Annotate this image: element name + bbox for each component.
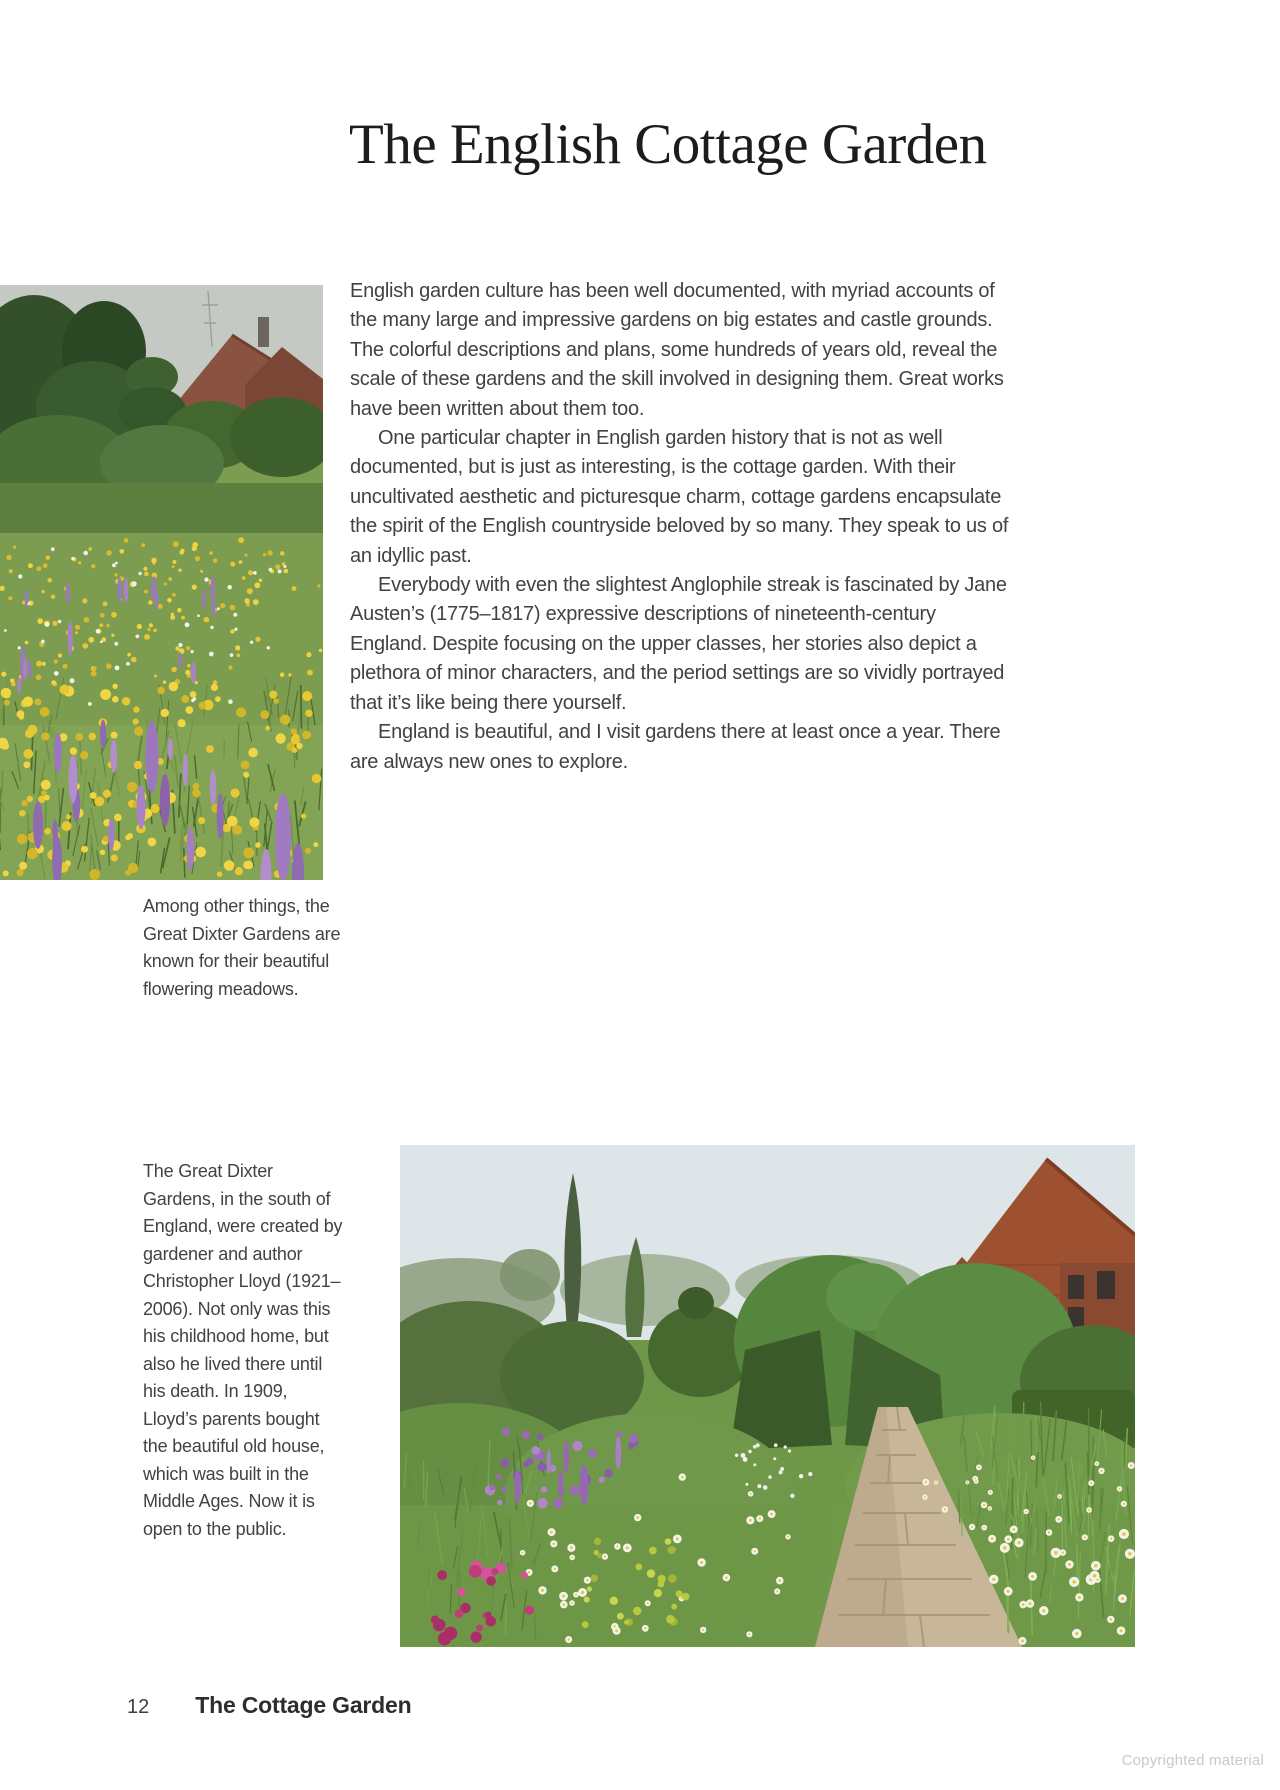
page-footer [127, 1692, 411, 1719]
page-number: 12 [127, 1696, 150, 1718]
garden-path-photo [400, 1145, 1135, 1647]
meadow-photo [0, 285, 323, 880]
chapter-title: The Cottage Garden [195, 1692, 412, 1718]
dixter-caption: The Great Dixter Gardens, in the south of England, were created by gardener and author Christopher Lloyd (1921–2006). Not only was this his childhood home, but also he lived there until his death. In 1909, Lloyd’s parents bought the beautiful old house, which was built in the Middle Ages. Now it is open to the public. [143, 1161, 343, 1539]
paragraph-4: England is beautiful, and I visit gardens there at least once a year. There are always new ones to explore. [350, 721, 1001, 773]
paragraph-1: English garden culture has been well documented, with myriad accounts of the many large and impressive gardens on big estates and castle grounds. The colorful descriptions and plans, some hundreds of years old, reveal the scale of these gardens and the skill involved in designing them. Great works have been written about them too. [350, 280, 1004, 420]
meadow-photo-art [0, 285, 323, 880]
body-text [350, 277, 1012, 777]
page-title: The English Cottage Garden [349, 113, 987, 176]
paragraph-2: One particular chapter in English garden history that is not as well documented, but is just as interesting, is the cottage garden. With their uncultivated aesthetic and picturesque charm, cottage gardens encapsulate the spirit of the English countryside beloved by so many. They speak to us of an idyllic past. [350, 427, 1009, 567]
paragraph-3: Everybody with even the slightest Anglophile streak is fascinated by Jane Austen’s (1775–1817) expressive descriptions of nineteenth-century England. Despite focusing on the upper classes, her stories also depict a plethora of minor characters, and the period settings are so vividly portrayed that it’s like being there yourself. [350, 574, 1007, 714]
copyright-watermark: Copyrighted material [1121, 1752, 1264, 1769]
garden-path-photo-art [400, 1145, 1135, 1647]
meadow-caption: Among other things, the Great Dixter Gardens are known for their beautiful flowering meadows. [143, 896, 341, 999]
